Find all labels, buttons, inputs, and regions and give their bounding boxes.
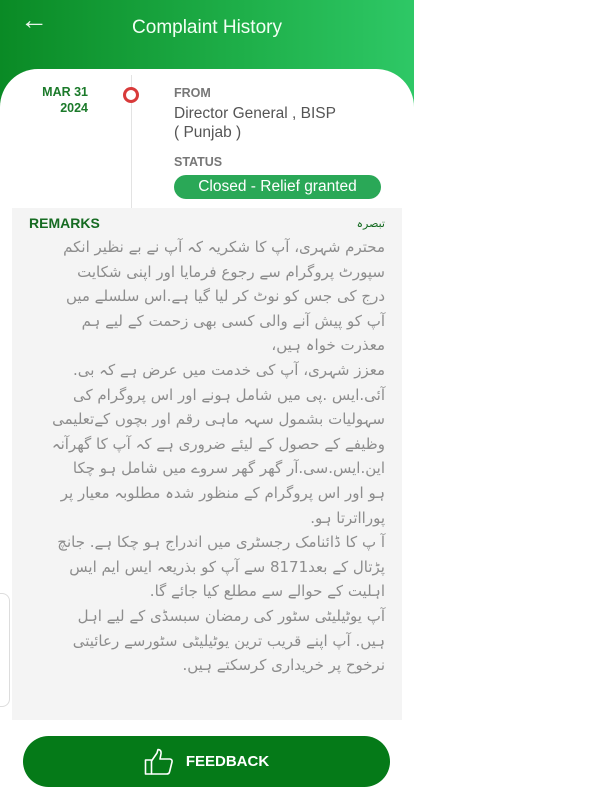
arrow-left-icon: ← [20, 4, 48, 35]
remarks-line: ہیں. آپ اپنے قریب ترین یوٹیلیٹی سٹورسے رعائیتی [72, 631, 385, 650]
from-line-2: ( Punjab ) [174, 124, 242, 141]
remarks-line: معزز شہری، آپ کی خدمت میں عرض ہے کہ بی. [72, 360, 385, 379]
entry-date [30, 84, 88, 116]
remarks-line: آ پ کا ڈائنامک رجسٹری میں اندراج ہو چکا ہے. جانچ [57, 533, 385, 552]
remarks-line: پورااترتا ہو. [310, 508, 385, 527]
remarks-line: سپورٹ پروگرام سے رجوع فرمایا اور اپنی شکایت [77, 262, 385, 281]
remarks-line: سہولیات بشمول سہہ ماہی رقم اور بچوں کےتعلیمی [52, 410, 385, 429]
remarks-line: ہو اور اس پروگرام کے منظور شدہ مطلوبہ معیار پر [60, 483, 385, 502]
remarks-text [15, 235, 385, 678]
remarks-line: نرخوح پر خریداری کرسکتے ہیں. [182, 656, 385, 675]
remarks-line: درج کی جس کو نوٹ کر لیا گیا ہے.اس سلسلے میں [65, 287, 385, 306]
timeline-dot-icon [123, 87, 139, 103]
side-card-edge [0, 593, 10, 707]
remarks-label-urdu: تبصرہ [356, 218, 385, 230]
page-title: Complaint History [132, 17, 282, 38]
feedback-button[interactable] [23, 736, 390, 787]
remarks-line: اہلیت کے حوالے سے مطلع کیا جائے گا. [149, 582, 385, 601]
thumbs-up-icon [144, 748, 174, 776]
entry-date-day: MAR 31 [42, 85, 88, 99]
remarks-line: محترم شہری، آپ کا شکریہ کہ آپ نے بے نظیر انکم [63, 238, 385, 256]
from-line-1: Director General , BISP [174, 105, 336, 122]
remarks-line: آپ کو پیش آنے والی کسی بھی زحمت کے لیے ہم [81, 311, 385, 330]
from-label: FROM [174, 86, 211, 100]
remarks-line: این.ایس.سی.آر گھر گھر سروے میں شامل ہو چکا [72, 459, 385, 478]
status-label: STATUS [174, 155, 223, 169]
remarks-line: وظیفے کے حصول کے لیئے ضروری ہے کہ آپ کا گھرآنہ [51, 434, 385, 453]
remarks-panel[interactable] [12, 208, 402, 720]
feedback-label: FEEDBACK [185, 753, 270, 770]
remarks-line: معذرت خواہ ہیں، [271, 336, 385, 355]
remarks-label: REMARKS [29, 215, 100, 231]
remarks-line: آئی.ایس .پی میں شامل ہونے اور اس پروگرام کی [72, 385, 385, 404]
status-badge: Closed - Relief granted [174, 175, 381, 199]
from-value [174, 104, 336, 142]
remarks-line: پڑتال کے بعد8171 سے آپ کو بذریعہ ایس ایم ایس [69, 557, 385, 576]
remarks-line: آپ یوٹیلیٹی سٹور کی رمضان سبسڈی کے لیے اہل [77, 606, 385, 625]
entry-date-year: 2024 [60, 101, 88, 115]
